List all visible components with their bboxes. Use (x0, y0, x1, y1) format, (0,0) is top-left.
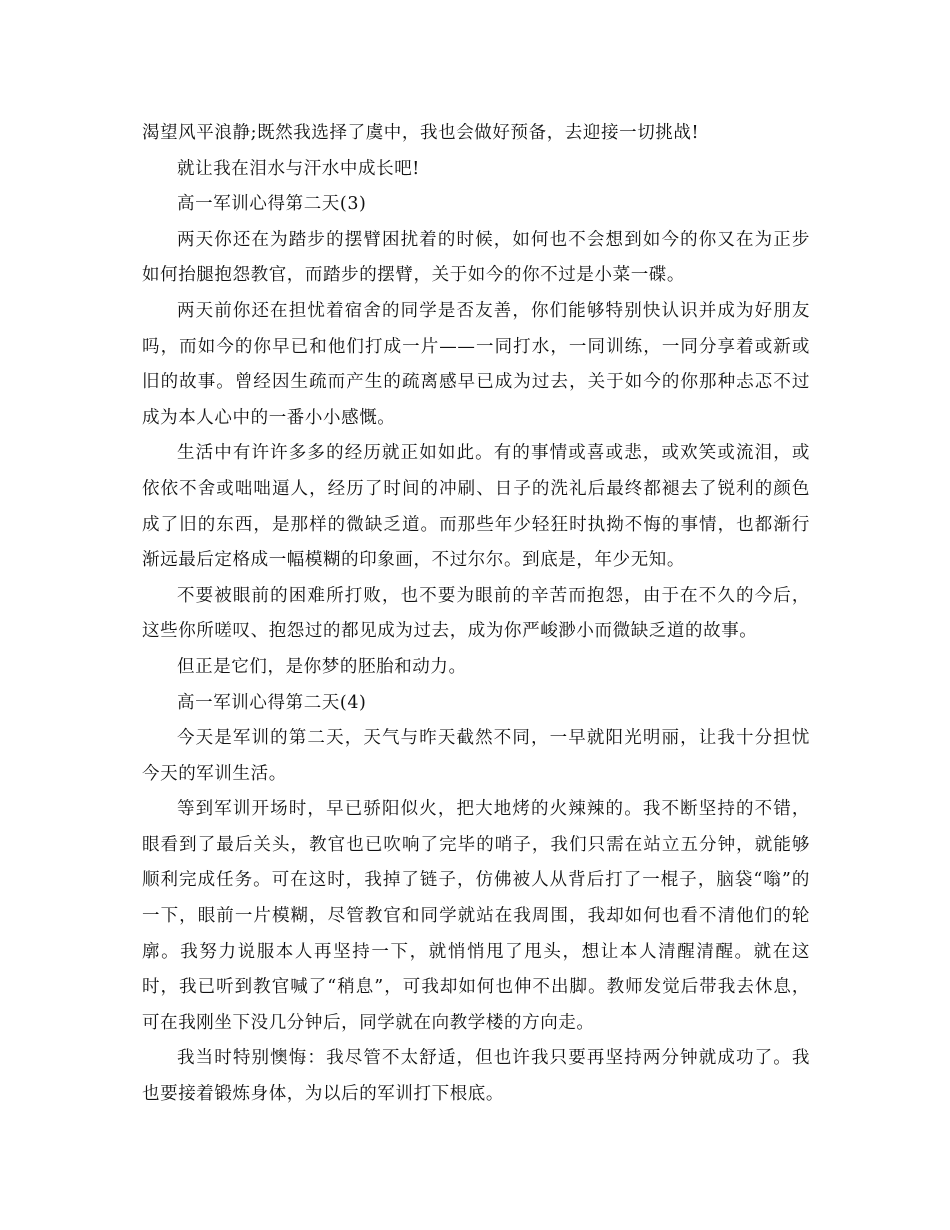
paragraph-continuation: 渴望风平浪静;既然我选择了虞中，我也会做好预备，去迎接一切挑战! (142, 123, 700, 143)
paragraph: 不要被眼前的困难所打败，也不要为眼前的辛苦而抱怨，由于在不久的今后，这些你所嗟叹、抱怨过的都见成为过去，成为你严峻渺小而微缺乏道的故事。 (142, 585, 810, 642)
paragraph: 等到军训开场时，早已骄阳似火，把大地烤的火辣辣的。我不断坚持的不错，眼看到了最后关头，教官也已吹响了完毕的哨子，我们只需在站立五分钟，就能够顺利完成任务。可在这时，我掉了链子，仿佛被人从背后打了一棍子，脑袋“嗡”的一下，眼前一片模糊，尽管教官和同学就站在我周围，我却如何也看不清他们的轮廓。我努力说服本人再坚持一下，就悄悄甩了甩头，想让本人清醒清醒。就在这时，我已听到教官喊了“稍息”，可我却如何也伸不出脚。教师发觉后带我去休息，可在我刚坐下没几分钟后，同学就在向教学楼的方向走。 (142, 799, 810, 1033)
document-page (142, 116, 810, 1113)
paragraph: 今天是军训的第二天，天气与昨天截然不同，一早就阳光明丽，让我十分担忧今天的军训生活。 (142, 728, 810, 784)
paragraph: 两天你还在为踏步的摆臂困扰着的时候，如何也不会想到如今的你又在为正步如何抬腿抱怨教官，而踏步的摆臂，关于如今的你不过是小菜一碟。 (142, 229, 810, 286)
paragraph: 但正是它们，是你梦的胚胎和动力。 (177, 656, 467, 677)
paragraph: 我当时特别懊悔：我尽管不太舒适，但也许我只要再坚持两分钟就成功了。我也要接着锻炼身体，为以后的军训打下根底。 (142, 1048, 810, 1105)
paragraph: 生活中有许许多多的经历就正如如此。有的事情或喜或悲，或欢笑或流泪，或依依不舍或咄咄逼人，经历了时间的冲刷、日子的洗礼后最终都褪去了锐利的颜色成了旧的东西，是那样的微缺乏道。而那些年少轻狂时执拗不悔的事情，也都渐行渐远最后定格成一幅模糊的印象画，不过尔尔。到底是，年少无知。 (142, 443, 810, 571)
paragraph: 就让我在泪水与汗水中成长吧! (177, 158, 420, 179)
section-heading: 高一军训心得第二天(4) (177, 692, 367, 713)
paragraph: 两天前你还在担忧着宿舍的同学是否友善，你们能够特别快认识并成为好朋友吗，而如今的你早已和他们打成一片——一同打水，一同训练，一同分享着或新或旧的故事。曾经因生疏而产生的疏离感早已成为过去，关于如今的你那种忐忑不过成为本人心中的一番小小感慨。 (142, 300, 810, 428)
section-heading: 高一军训心得第二天(3) (177, 194, 367, 215)
